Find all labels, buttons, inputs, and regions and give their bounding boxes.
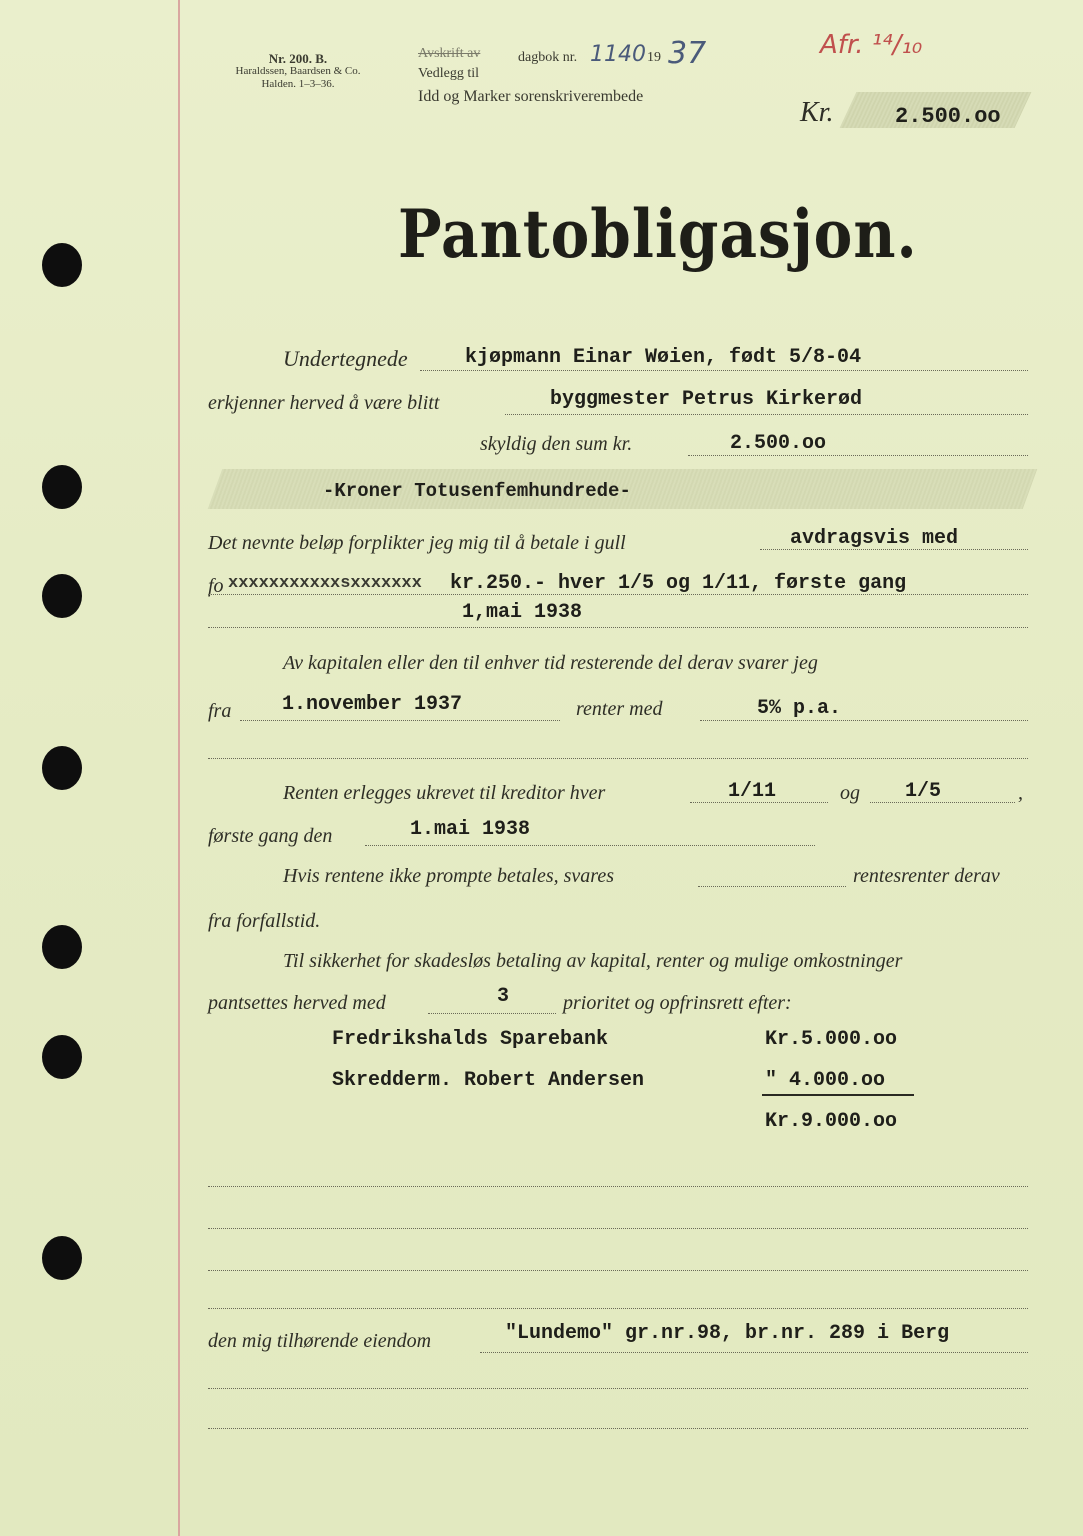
payment-terms-1: avdragsvis med bbox=[790, 527, 959, 550]
dotted-line bbox=[700, 720, 1028, 721]
printer-place: Halden. 1–3–36. bbox=[261, 78, 335, 90]
rentesrenter-label: rentesrenter derav bbox=[853, 865, 1000, 887]
dotted-line bbox=[428, 1013, 556, 1014]
debtor: kjøpmann Einar Wøien, født 5/8-04 bbox=[465, 346, 862, 369]
interest-from: 1.november 1937 bbox=[282, 693, 463, 716]
dotted-line bbox=[690, 802, 828, 803]
fra-label: fra bbox=[208, 700, 232, 722]
amount-label: Kr. bbox=[800, 97, 834, 128]
forplikter-label: Det nevnte beløp forplikter jeg mig til å betale i gull bbox=[208, 532, 626, 554]
og-label: og bbox=[840, 782, 860, 804]
renten-label: Renten erlegges ukrevet til kreditor hver bbox=[283, 782, 606, 804]
dotted-line bbox=[760, 549, 1028, 550]
printer-name: Haraldssen, Baardsen & Co. bbox=[235, 65, 361, 77]
dotted-line bbox=[208, 1186, 1028, 1187]
dotted-line bbox=[698, 886, 846, 887]
annotation-top-right: Afr. ¹⁴/₁₀ bbox=[820, 30, 923, 60]
first-payment: 1.mai 1938 bbox=[410, 818, 531, 841]
lien-amount: Kr.5.000.oo bbox=[765, 1028, 898, 1051]
interest-rate: 5% p.a. bbox=[757, 697, 842, 720]
dotted-line bbox=[208, 758, 1028, 759]
undertegnede-label: Undertegnede bbox=[283, 346, 408, 371]
dotted-line bbox=[480, 1352, 1028, 1353]
sum: 2.500.oo bbox=[730, 432, 827, 455]
dotted-line bbox=[870, 802, 1015, 803]
skyldig-label: skyldig den sum kr. bbox=[480, 433, 633, 455]
punch-hole bbox=[42, 465, 82, 509]
sum-words: -Kroner Totusenfemhundrede- bbox=[323, 480, 631, 502]
punch-hole bbox=[42, 574, 82, 618]
dotted-line bbox=[208, 1428, 1028, 1429]
dotted-line bbox=[688, 455, 1028, 456]
dotted-line bbox=[365, 845, 815, 846]
dotted-line bbox=[208, 1388, 1028, 1389]
dotted-line bbox=[208, 627, 1028, 628]
amount-value: 2.500.oo bbox=[895, 104, 1001, 129]
margin-rule bbox=[178, 0, 180, 1536]
comma: , bbox=[1018, 782, 1023, 804]
dotted-line bbox=[420, 370, 1028, 371]
year-suffix: 37 bbox=[668, 36, 707, 71]
term-1: 1/11 bbox=[728, 780, 777, 803]
punch-hole bbox=[42, 1035, 82, 1079]
creditor: byggmester Petrus Kirkerød bbox=[550, 388, 863, 411]
punch-hole bbox=[42, 746, 82, 790]
dotted-line bbox=[208, 1228, 1028, 1229]
printer-block bbox=[218, 52, 378, 91]
header-court: Idd og Marker sorenskriverembede bbox=[418, 88, 644, 105]
form-number: Nr. 200. B. bbox=[268, 51, 328, 66]
header-struck: Avskrift av bbox=[418, 46, 481, 61]
punch-hole bbox=[42, 925, 82, 969]
punch-hole bbox=[42, 1236, 82, 1280]
punch-hole bbox=[42, 243, 82, 287]
lien-amount: " 4.000.oo bbox=[765, 1069, 886, 1092]
erkjenner-label: erkjenner herved å være blitt bbox=[208, 392, 440, 414]
year-prefix: 19 bbox=[647, 50, 661, 65]
priority: 3 bbox=[497, 985, 510, 1008]
pantsettes-label: pantsettes herved med bbox=[208, 992, 386, 1014]
dotted-line bbox=[208, 1308, 1028, 1309]
eiendom-label: den mig tilhørende eiendom bbox=[208, 1330, 432, 1352]
dotted-line bbox=[208, 594, 1028, 595]
term-2: 1/5 bbox=[905, 780, 942, 803]
struck-text: xxxxxxxxxxxsxxxxxxx bbox=[228, 574, 422, 593]
sikkerhet-label: Til sikkerhet for skadesløs betaling av kapital, renter og mulige omkostninger bbox=[283, 950, 903, 972]
dotted-line bbox=[208, 1270, 1028, 1271]
property: "Lundemo" gr.nr.98, br.nr. 289 i Berg bbox=[505, 1322, 950, 1345]
lien-holder: Fredrikshalds Sparebank bbox=[332, 1028, 609, 1051]
lien-total: Kr.9.000.oo bbox=[765, 1110, 898, 1133]
payment-terms-2: kr.250.- hver 1/5 og 1/11, første gang bbox=[450, 572, 907, 595]
sum-underline bbox=[762, 1094, 914, 1096]
lien-holder: Skredderm. Robert Andersen bbox=[332, 1069, 645, 1092]
forfallstid-label: fra forfallstid. bbox=[208, 910, 321, 932]
header-dagbok-label: dagbok nr. bbox=[518, 50, 578, 65]
hvis-label: Hvis rentene ikke prompte betales, svares bbox=[283, 865, 615, 887]
kapital-label: Av kapitalen eller den til enhver tid resterende del derav svarer jeg bbox=[283, 652, 818, 674]
header-vedlegg: Vedlegg til bbox=[418, 66, 480, 81]
dotted-line bbox=[505, 414, 1028, 415]
payment-terms-3: 1,mai 1938 bbox=[462, 601, 583, 624]
document-title: Pantobligasjon. bbox=[398, 194, 918, 274]
dotted-line bbox=[240, 720, 560, 721]
prioritet-label: prioritet og opfrinsrett efter: bbox=[563, 992, 792, 1014]
fo-prefix: fo bbox=[208, 575, 224, 597]
forste-label: første gang den bbox=[208, 825, 333, 847]
renter-med-label: renter med bbox=[576, 698, 663, 720]
dagbok-number: 1140 bbox=[590, 42, 646, 67]
